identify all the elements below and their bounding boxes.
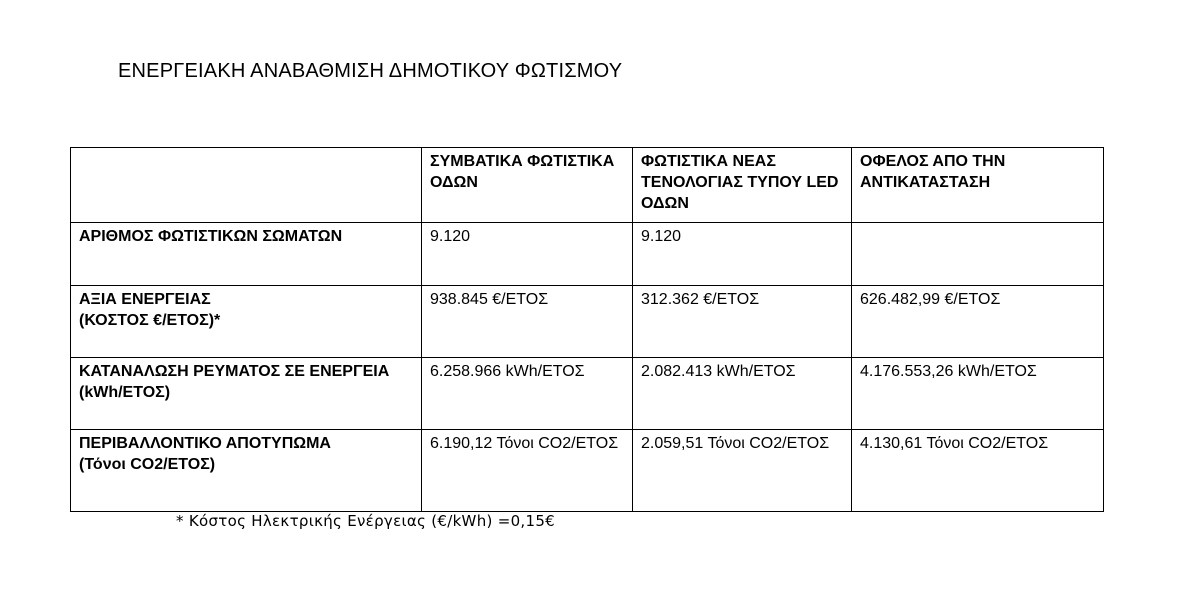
cell-led: 2.082.413 kWh/ΕΤΟΣ	[633, 358, 852, 430]
page-title: ΕΝΕΡΓΕΙΑΚΗ ΑΝΑΒΑΘΜΙΣΗ ΔΗΜΟΤΙΚΟΥ ΦΩΤΙΣΜΟΥ	[118, 60, 623, 82]
cell-conventional: 938.845 €/ΕΤΟΣ	[422, 286, 633, 358]
row-label-environmental-footprint: ΠΕΡΙΒΑΛΛΟΝΤΙΚΟ ΑΠΟΤΥΠΩΜΑ (Τόνοι CO2/ΕΤΟΣ)	[71, 430, 422, 512]
cell-benefit: 626.482,99 €/ΕΤΟΣ	[852, 286, 1104, 358]
cell-conventional: 6.190,12 Τόνοι CO2/ΕΤΟΣ	[422, 430, 633, 512]
cell-led: 312.362 €/ΕΤΟΣ	[633, 286, 852, 358]
energy-comparison-table	[70, 147, 1104, 512]
cell-conventional: 9.120	[422, 223, 633, 286]
cell-benefit: 4.176.553,26 kWh/ΕΤΟΣ	[852, 358, 1104, 430]
row-label-energy-cost: ΑΞΙΑ ΕΝΕΡΓΕΙΑΣ (ΚΟΣΤΟΣ €/ΕΤΟΣ)*	[71, 286, 422, 358]
table-row	[71, 286, 1104, 358]
cell-benefit	[852, 223, 1104, 286]
header-cell-benefit: ΟΦΕΛΟΣ ΑΠΟ ΤΗΝ ΑΝΤΙΚΑΤΑΣΤΑΣΗ	[852, 148, 1104, 223]
cell-led: 9.120	[633, 223, 852, 286]
header-cell-empty	[71, 148, 422, 223]
header-cell-led: ΦΩΤΙΣΤΙΚΑ ΝΕΑΣ ΤΕΝΟΛΟΓΙΑΣ ΤΥΠΟΥ LED ΟΔΩΝ	[633, 148, 852, 223]
row-label-fixture-count: ΑΡΙΘΜΟΣ ΦΩΤΙΣΤΙΚΩΝ ΣΩΜΑΤΩΝ	[71, 223, 422, 286]
footnote: * Κόστος Ηλεκτρικής Ενέργειας (€/kWh) =0,15€	[176, 512, 556, 530]
cell-benefit: 4.130,61 Τόνοι CO2/ΕΤΟΣ	[852, 430, 1104, 512]
row-label-energy-consumption: ΚΑΤΑΝΑΛΩΣΗ ΡΕΥΜΑΤΟΣ ΣΕ ΕΝΕΡΓΕΙΑ (kWh/ΕΤΟΣ)	[71, 358, 422, 430]
cell-conventional: 6.258.966 kWh/ΕΤΟΣ	[422, 358, 633, 430]
table-row	[71, 223, 1104, 286]
cell-led: 2.059,51 Τόνοι CO2/ΕΤΟΣ	[633, 430, 852, 512]
table-row	[71, 358, 1104, 430]
table-header-row	[71, 148, 1104, 223]
table-row	[71, 430, 1104, 512]
header-cell-conventional: ΣΥΜΒΑΤΙΚΑ ΦΩΤΙΣΤΙΚΑ ΟΔΩΝ	[422, 148, 633, 223]
